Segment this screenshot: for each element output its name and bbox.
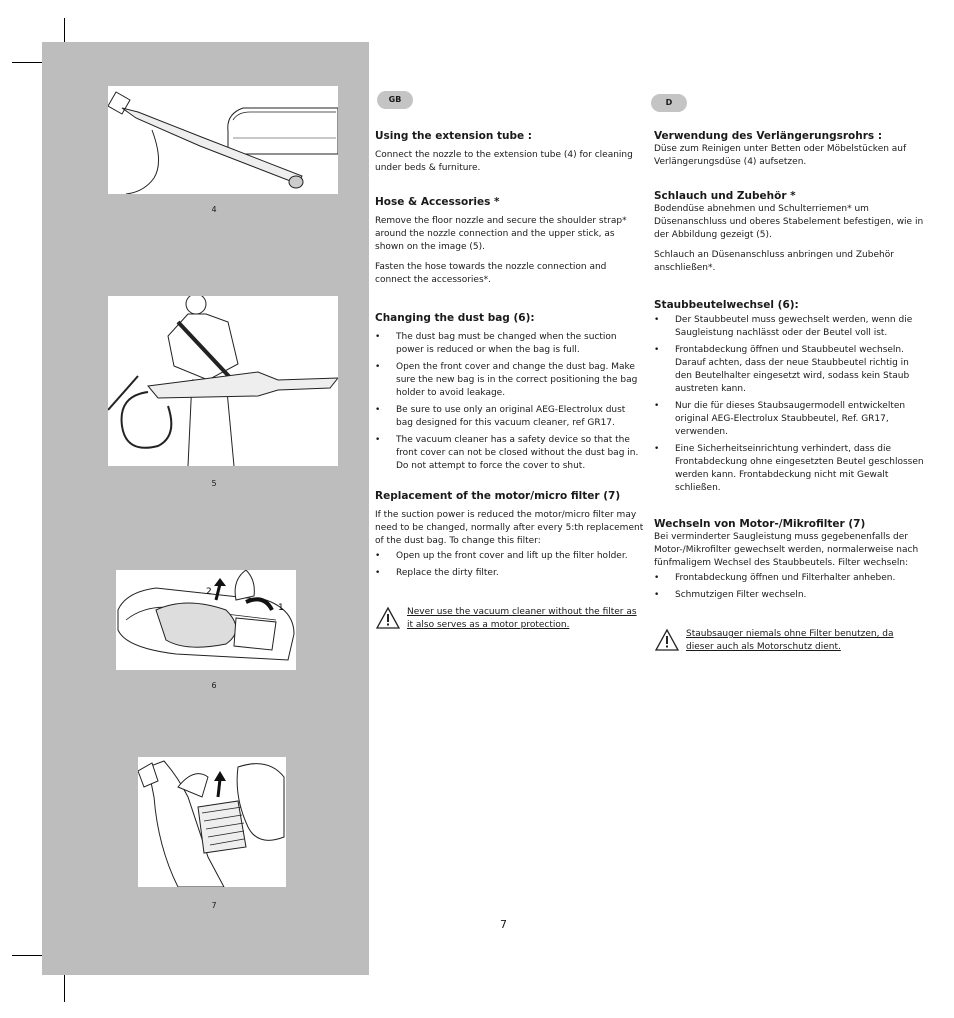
paragraph: Schlauch an Düsenanschluss anbringen und Zubehör anschließen*. bbox=[654, 250, 894, 273]
paragraph: Bei verminderter Saugleistung muss gegebenenfalls der Motor-/Mikrofilter gewechselt werden, normalerweise nach fünfmaligem Wechsel des Staubbeutels. Filter wechseln: bbox=[654, 532, 919, 568]
list-item: • Be sure to use only an original AEG-Electrolux dust bag designed for this vacuum cleaner, ref GR17. bbox=[375, 404, 645, 430]
paragraph: Remove the floor nozzle and secure the shoulder strap* around the nozzle connection and the upper stick, as shown on the image (5). bbox=[375, 216, 627, 252]
list-item: • Eine Sicherheitseinrichtung verhindert, dass die Frontabdeckung ohne eingesetzten Beutel geschlossen werden kann. Frontabdeckung nicht mit Gewalt schließen. bbox=[654, 443, 924, 495]
figure-4-label: 4 bbox=[211, 205, 217, 214]
paragraph: Düse zum Reinigen unter Betten oder Möbelstücken auf Verlängerungsdüse (4) aufsetzen. bbox=[654, 144, 907, 167]
warning-icon bbox=[654, 628, 680, 652]
section-title: Schlauch und Zubehör * bbox=[654, 190, 796, 202]
figure-7-label: 7 bbox=[211, 901, 217, 910]
figure-5-label: 5 bbox=[211, 479, 217, 488]
list-item: • Nur die für dieses Staubsaugermodell entwickelten original AEG-Electrolux Staubbeutel, Ref. GR17, verwenden. bbox=[654, 400, 924, 439]
paragraph: Fasten the hose towards the nozzle connection and connect the accessories*. bbox=[375, 262, 607, 285]
page-number: 7 bbox=[500, 918, 507, 931]
section-title: Changing the dust bag (6): bbox=[375, 312, 535, 324]
figure-6-label: 6 bbox=[211, 681, 217, 690]
figure-6-dust-bag bbox=[116, 570, 296, 670]
section-title: Wechseln von Motor-/Mikrofilter (7) bbox=[654, 518, 866, 530]
list-item: • Frontabdeckung öffnen und Staubbeutel wechseln. Darauf achten, dass der neue Staubbeutel richtig in den Beutelhalter eingesetzt wird, sodass kein Staub austreten kann. bbox=[654, 344, 924, 396]
list-item: • Open up the front cover and lift up the filter holder. bbox=[375, 550, 645, 563]
warning-text: Never use the vacuum cleaner without the filter as it also serves as a motor protection. bbox=[407, 607, 637, 630]
list-item: • The vacuum cleaner has a safety device so that the front cover can not be closed without the dust bag in. Do not attempt to force the cover to shut. bbox=[375, 434, 645, 473]
bullet-list bbox=[375, 331, 645, 473]
warning-note-gb bbox=[375, 606, 643, 632]
figure-5-shoulder-strap bbox=[108, 296, 338, 466]
paragraph: Bodendüse abnehmen und Schulterriemen* um Düsenanschluss und oberes Stabelement befestigen, wie in der Abbildung gezeigt (5). bbox=[654, 204, 924, 240]
section-title: Verwendung des Verlängerungsrohrs : bbox=[654, 130, 883, 142]
svg-text:1: 1 bbox=[278, 603, 284, 613]
paragraph: Connect the nozzle to the extension tube (4) for cleaning under beds & furniture. bbox=[375, 150, 633, 173]
paragraph: If the suction power is reduced the motor/micro filter may need to be changed, normally after every 5:th replacement of the dust bag. To change this filter: bbox=[375, 510, 644, 546]
section-title: Hose & Accessories * bbox=[375, 196, 500, 208]
bullet-list bbox=[654, 314, 924, 495]
bullet-list bbox=[654, 572, 924, 602]
section-title: Staubbeutelwechsel (6): bbox=[654, 299, 799, 311]
section-title: Replacement of the motor/micro filter (7) bbox=[375, 490, 621, 502]
warning-note-d bbox=[654, 628, 924, 654]
german-column bbox=[654, 130, 924, 650]
warning-icon bbox=[375, 606, 401, 630]
list-item: • Schmutzigen Filter wechseln. bbox=[654, 589, 924, 602]
figure-4-extension-tube bbox=[108, 86, 338, 194]
figure-7-motor-filter bbox=[138, 757, 286, 887]
warning-text: Staubsauger niemals ohne Filter benutzen, da dieser auch als Motorschutz dient. bbox=[686, 629, 894, 652]
section-title: Using the extension tube : bbox=[375, 130, 532, 142]
language-badge-d: D bbox=[651, 94, 687, 112]
list-item: • Replace the dirty filter. bbox=[375, 567, 645, 580]
list-item: • Open the front cover and change the dust bag. Make sure the new bag is in the correct positioning the bag holder to avoid leakage. bbox=[375, 361, 645, 400]
bullet-list bbox=[375, 550, 645, 580]
svg-text:2: 2 bbox=[206, 587, 212, 597]
list-item: • Der Staubbeutel muss gewechselt werden, wenn die Saugleistung nachlässt oder der Beutel voll ist. bbox=[654, 314, 924, 340]
language-badge-gb: GB bbox=[377, 91, 413, 109]
list-item: • The dust bag must be changed when the suction power is reduced or when the bag is full. bbox=[375, 331, 645, 357]
list-item: • Frontabdeckung öffnen und Filterhalter anheben. bbox=[654, 572, 924, 585]
english-column bbox=[375, 130, 645, 660]
